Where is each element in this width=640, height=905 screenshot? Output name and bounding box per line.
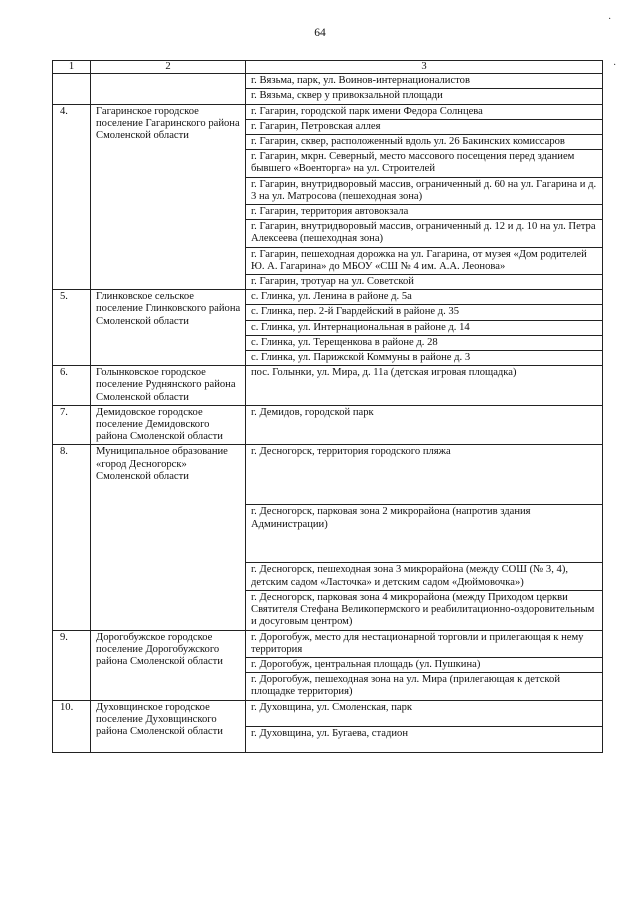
- table-row: [53, 445, 603, 505]
- place-cell: г. Духовщина, ул. Смоленская, парк: [246, 700, 603, 726]
- municipality-cell: Демидовское городское поселение Демидовского района Смоленской области: [91, 405, 246, 445]
- places-table-body: [53, 61, 603, 753]
- place-cell: г. Гагарин, сквер, расположенный вдоль ул. 26 Бакинских комиссаров: [246, 135, 603, 150]
- place-cell: с. Глинка, пер. 2-й Гвардейский в районе д. 35: [246, 305, 603, 320]
- table-row: [53, 630, 603, 657]
- header-cell-1: 1: [53, 61, 91, 74]
- row-number-cell: 4.: [53, 104, 91, 290]
- municipality-cell: Глинковское сельское поселение Глинковского района Смоленской области: [91, 290, 246, 366]
- place-cell: г. Гагарин, пешеходная дорожка на ул. Гагарина, от музея «Дом родителей Ю. А. Гагарина» до МБОУ «СШ № 4 им. А.А. Леонова»: [246, 247, 603, 274]
- table-row: [53, 700, 603, 726]
- row-number-cell: 10.: [53, 700, 91, 752]
- header-cell-3: 3: [246, 61, 603, 74]
- place-cell: г. Демидов, городской парк: [246, 405, 603, 445]
- place-cell: г. Десногорск, пешеходная зона 3 микрорайона (между СОШ (№ 3, 4), детским садом «Ласточка» и детским садом «Дюймовочка»): [246, 563, 603, 590]
- place-cell: г. Гагарин, тротуар на ул. Советской: [246, 275, 603, 290]
- place-cell: г. Десногорск, парковая зона 2 микрорайона (напротив здания Администрации): [246, 505, 603, 563]
- municipality-cell: Голынковское городское поселение Руднянского района Смоленской области: [91, 366, 246, 406]
- place-cell: с. Глинка, ул. Терещенкова в районе д. 28: [246, 335, 603, 350]
- place-cell: г. Гагарин, внутридворовый массив, ограниченный д. 60 на ул. Гагарина и д. 3 на ул. Матросова (пешеходная зона): [246, 177, 603, 204]
- table-row: [53, 74, 603, 89]
- place-cell: г. Гагарин, территория автовокзала: [246, 205, 603, 220]
- place-cell: г. Десногорск, территория городского пляжа: [246, 445, 603, 505]
- header-cell-2: 2: [91, 61, 246, 74]
- place-cell: с. Глинка, ул. Ленина в районе д. 5а: [246, 290, 603, 305]
- table-row: [53, 104, 603, 119]
- places-table: [52, 60, 603, 753]
- municipality-cell: Духовщинское городское поселение Духовщинского района Смоленской области: [91, 700, 246, 752]
- municipality-cell: Дорогобужское городское поселение Дорогобужского района Смоленской области: [91, 630, 246, 700]
- place-cell: г. Духовщина, ул. Бугаева, стадион: [246, 726, 603, 752]
- row-number-cell: [53, 74, 91, 104]
- scan-mark: ·: [608, 14, 612, 25]
- place-cell: пос. Голынки, ул. Мира, д. 11а (детская игровая площадка): [246, 366, 603, 406]
- row-number-cell: 5.: [53, 290, 91, 366]
- row-number-cell: 8.: [53, 445, 91, 630]
- place-cell: г. Дорогобуж, место для нестационарной торговли и прилегающая к нему территория: [246, 630, 603, 657]
- place-cell: г. Гагарин, городской парк имени Федора Солнцева: [246, 104, 603, 119]
- place-cell: с. Глинка, ул. Парижской Коммуны в районе д. 3: [246, 351, 603, 366]
- page-number: 64: [314, 27, 326, 39]
- place-cell: г. Дорогобуж, пешеходная зона на ул. Мира (прилегающая к детской площадке территория): [246, 673, 603, 700]
- place-cell: г. Вязьма, парк, ул. Воинов-интернационалистов: [246, 74, 603, 89]
- row-number-cell: 7.: [53, 405, 91, 445]
- scan-mark: ·: [613, 60, 617, 71]
- table-row: [53, 366, 603, 406]
- place-cell: г. Гагарин, мкрн. Северный, место массового посещения перед зданием бывшего «Военторга» на ул. Строителей: [246, 150, 603, 177]
- table-header-row: [53, 61, 603, 74]
- municipality-cell: [91, 74, 246, 104]
- row-number-cell: 9.: [53, 630, 91, 700]
- municipality-cell: Муниципальное образование «город Десногорск» Смоленской области: [91, 445, 246, 630]
- place-cell: г. Гагарин, Петровская аллея: [246, 119, 603, 134]
- row-number-cell: 6.: [53, 366, 91, 406]
- table-row: [53, 290, 603, 305]
- table-row: [53, 405, 603, 445]
- place-cell: г. Вязьма, сквер у привокзальной площади: [246, 89, 603, 104]
- place-cell: г. Дорогобуж, центральная площадь (ул. Пушкина): [246, 657, 603, 672]
- place-cell: г. Десногорск, парковая зона 4 микрорайона (между Приходом церкви Святителя Стефана Великопермского и реабилитационно-оздоровительным и досуговым центром): [246, 590, 603, 630]
- place-cell: г. Гагарин, внутридворовый массив, ограниченный д. 12 и д. 10 на ул. Петра Алексеева (пешеходная зона): [246, 220, 603, 247]
- place-cell: с. Глинка, ул. Интернациональная в районе д. 14: [246, 320, 603, 335]
- municipality-cell: Гагаринское городское поселение Гагаринского района Смоленской области: [91, 104, 246, 290]
